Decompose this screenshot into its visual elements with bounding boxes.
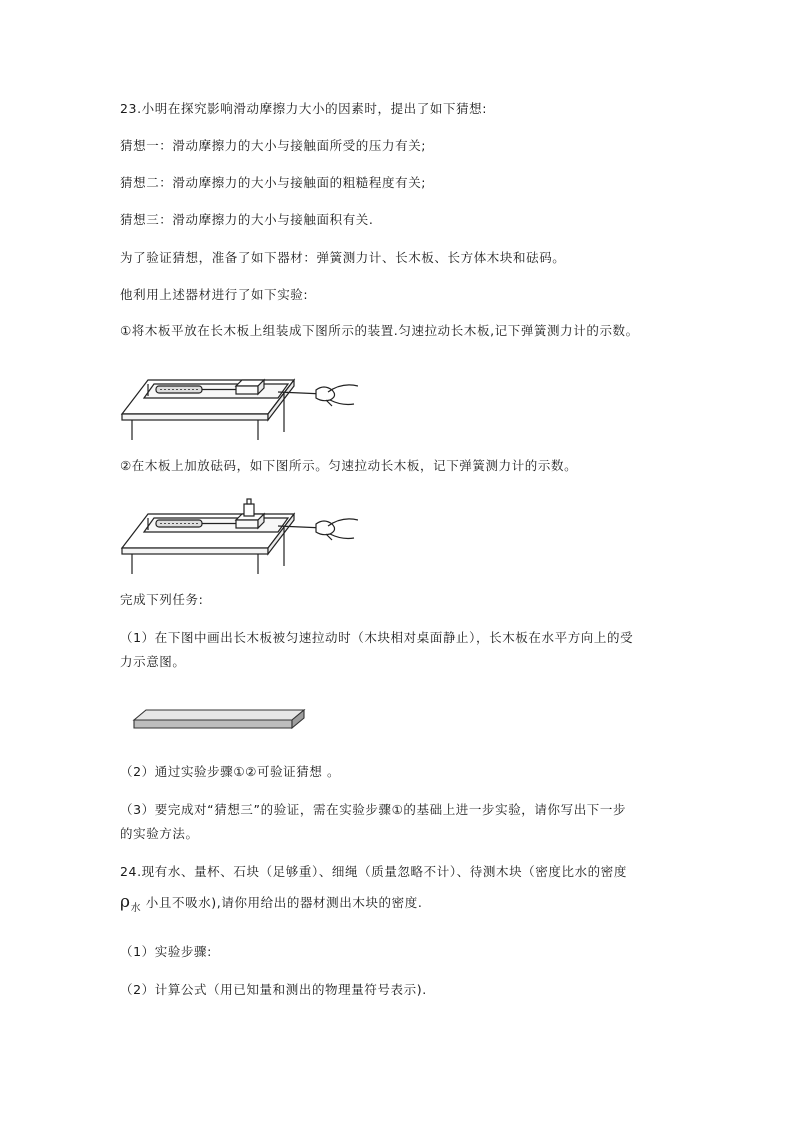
long-board-figure: [132, 708, 308, 732]
guess-two: 猜想二：滑动摩擦力的大小与接触面的粗糙程度有关;: [120, 175, 427, 190]
guess-one: 猜想一：滑动摩擦力的大小与接触面所受的压力有关;: [120, 138, 427, 153]
q24-line-2-text: 小且不吸水),请你用给出的器材测出木块的密度.: [145, 895, 423, 910]
q24-part-two: （2）计算公式（用已知量和测出的物理量符号表示).: [120, 982, 427, 997]
task-three-line-1: （3）要完成对“猜想三”的验证，需在实验步骤①的基础上进一步实验，请你写出下一步: [120, 802, 627, 817]
experiment-figure-2: [118, 494, 358, 576]
q24-part-one: （1）实验步骤:: [120, 944, 212, 959]
experiment-figure-1: [118, 370, 358, 442]
step-two-text: ②在木板上加放砝码，如下图所示。匀速拉动长木板，记下弹簧测力计的示数。: [120, 458, 578, 473]
materials-text: 为了验证猜想，准备了如下器材：弹簧测力计、长木板、长方体木块和砝码。: [120, 250, 566, 265]
task-one-line-1: （1）在下图中画出长木板被匀速拉动时（木块相对桌面静止），长木板在水平方向上的受: [120, 630, 634, 645]
task-two-text: （2）通过实验步骤①②可验证猜想 。: [120, 764, 341, 779]
task-three-line-2: 的实验方法。: [120, 826, 199, 841]
tasks-heading: 完成下列任务:: [120, 592, 204, 607]
rho-symbol: ρ: [120, 892, 131, 912]
rho-subscript: 水: [130, 903, 142, 914]
q23-intro: 23.小明在探究影响滑动摩擦力大小的因素时，提出了如下猜想:: [120, 101, 488, 116]
task-one-line-2: 力示意图。: [120, 654, 186, 669]
guess-three: 猜想三：滑动摩擦力的大小与接触面积有关.: [120, 212, 374, 227]
q24-line-1: 24.现有水、量杯、石块（足够重）、细绳（质量忽略不计）、待测木块（密度比水的密度: [120, 864, 627, 879]
step-one-text: ①将木板平放在长木板上组装成下图所示的装置.匀速拉动长木板,记下弹簧测力计的示数。: [120, 323, 639, 338]
experiment-text: 他利用上述器材进行了如下实验:: [120, 287, 309, 302]
q24-line-2: [120, 894, 422, 913]
